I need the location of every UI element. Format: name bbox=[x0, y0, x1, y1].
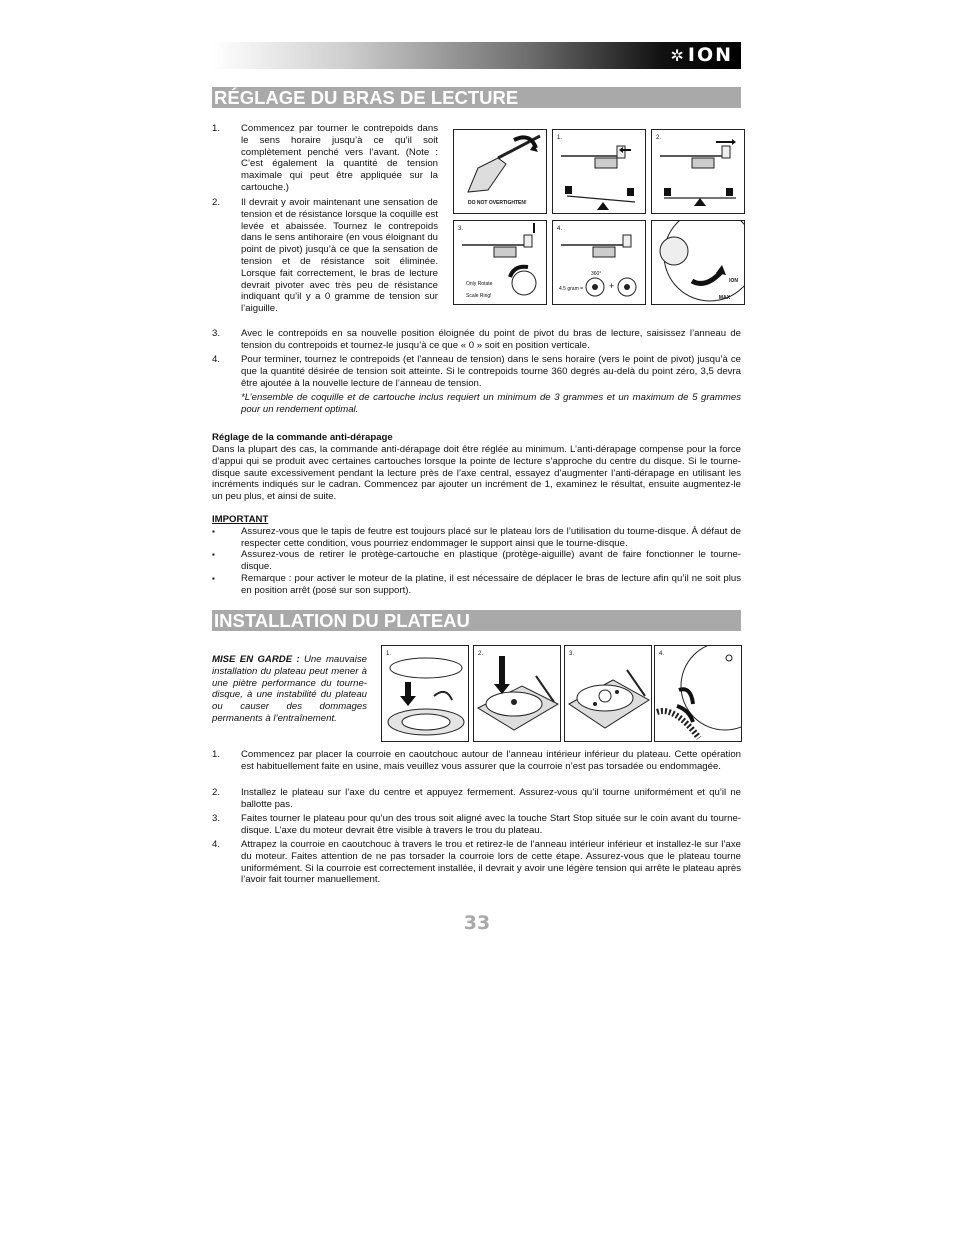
figure-label: 3. bbox=[569, 651, 575, 657]
figure-step-2 bbox=[651, 129, 745, 214]
balance-diagram-icon bbox=[553, 130, 645, 213]
figure-label: 2. bbox=[656, 135, 662, 141]
ion-logo-text: ION bbox=[687, 44, 733, 66]
section-title-platter: INSTALLATION DU PLATEAU bbox=[212, 610, 741, 631]
motor-belt-icon bbox=[655, 646, 741, 741]
section-title-tonearm: RÉGLAGE DU BRAS DE LECTURE bbox=[212, 87, 741, 108]
bullet-icon: ▪ bbox=[212, 550, 215, 559]
item-number: 1. bbox=[212, 749, 221, 760]
important-heading: IMPORTANT bbox=[212, 514, 269, 525]
list-item-text: Avec le contrepoids en sa nouvelle position éloignée du point de pivot du bras de lecture, saisissez l’anneau de tension du contrepoids et tournez-le jusqu’à ce que « 0 » soit en position verticale. bbox=[241, 328, 741, 351]
turntable-holes-icon bbox=[565, 646, 651, 741]
figure-label: 4. bbox=[557, 226, 563, 232]
bullet-text: Remarque : pour activer le moteur de la platine, il est nécessaire de déplacer le bras de lecture afin qu’il ne soit plus en position arrêt (posé sur son support). bbox=[241, 573, 741, 596]
bullet-text: Assurez-vous que le tapis de feutre est toujours placé sur le plateau lors de l’utilisation du tourne-disque. À défaut de respecter cette condition, vous pourriez endommager le support ainsi que le tourne-disque. bbox=[241, 526, 741, 549]
item-number: 2. bbox=[212, 197, 221, 208]
balance-diagram-icon bbox=[652, 130, 744, 213]
figure-step-1 bbox=[552, 129, 646, 214]
header-bar bbox=[212, 42, 741, 69]
list-item-text: Il devrait y avoir maintenant une sensation de tension et de résistance lorsque la coquille est levée et abaissée. Tournez le contrepoids dans le sens antihoraire (en vous éloignant du point de pivot) jusqu’à ce que la sensation de tension et de résistance soit éliminée. Lorsque fait correctement, le bras de lecture devrait pivoter avec très peu de résistance indiquant qu’il y a 0 gramme de tension sur l’aiguille. bbox=[241, 197, 438, 315]
turntable-platter-icon bbox=[474, 646, 560, 741]
page-number: 33 bbox=[463, 912, 491, 934]
ion-logo bbox=[670, 45, 733, 66]
item-number: 1. bbox=[212, 123, 221, 134]
figure-label: 2. bbox=[478, 651, 484, 657]
figure-step-4 bbox=[552, 220, 646, 305]
bullet-text: Assurez-vous de retirer le protège-cartouche en plastique (protège-aiguille) avant de faire fonctionner le tourne-disque. bbox=[241, 549, 741, 572]
plus-caption: + bbox=[609, 281, 615, 291]
max-caption: MAX bbox=[718, 295, 730, 301]
figure-label: 4. bbox=[659, 651, 665, 657]
item-number: 3. bbox=[212, 328, 221, 339]
list-item-text: Attrapez la courroie en caoutchouc à travers le trou et retirez-le de l’anneau intérieur inférieur et installez-le sur l’axe du moteur. Faites attention de ne pas torsader la courroie lors de cette étape. Assurez-vous que le plateau tourne uniformément. Si la courroie est correctement installée, il devrait y avoir une légère tension qui arrête le plateau après l’avoir fait tourner manuellement. bbox=[241, 839, 741, 886]
bullet-icon: ▪ bbox=[212, 527, 215, 536]
item-number: 2. bbox=[212, 787, 221, 798]
figure-platter-step-3 bbox=[564, 645, 652, 742]
dial-illustration-icon bbox=[652, 221, 744, 304]
platter-belt-icon bbox=[382, 646, 468, 741]
figure-counterweight-rotate bbox=[453, 129, 547, 214]
figure-label: 1. bbox=[386, 651, 392, 657]
antiskate-heading: Réglage de la commande anti-dérapage bbox=[212, 432, 393, 443]
figure-label: 3. bbox=[458, 226, 464, 232]
antiskate-text: Dans la plupart des cas, la commande anti-dérapage doit être réglée au minimum. L’anti-dérapage compense pour la force d’appui qui se produit avec certaines cartouches lorsque la pointe de lecture s’approche du centre du disque. Si le tourne-disque saute excessivement pendant la lecture près de l’axe central, essayez d’augmenter l’anti-dérapage en utilisant les incréments indiqués sur le cadran. Commencez par ajouter un incrément de 1, examinez le résultat, ensuite augmentez-le un peu plus, et ainsi de suite. bbox=[212, 444, 741, 503]
bullet-icon: ▪ bbox=[212, 574, 215, 583]
warning-label: MISE EN GARDE : bbox=[212, 654, 300, 665]
item-number: 4. bbox=[212, 354, 221, 365]
list-item-text: Pour terminer, tournez le contrepoids (et l’anneau de tension) dans le sens horaire (vers le point de pivot) jusqu’à ce que la quantité désirée de tension soit atteinte. Si le contrepoids tourne 360 degrés au-delà du point zéro, 3,5 devra être ajoutée à la nouvelle lecture de l’anneau de tension. bbox=[241, 354, 741, 389]
figure-platter-step-4 bbox=[654, 645, 742, 742]
item-number: 4. bbox=[212, 839, 221, 850]
deg-caption: 360° bbox=[591, 271, 602, 277]
item-number: 3. bbox=[212, 813, 221, 824]
ion-caption: ION bbox=[729, 278, 738, 284]
figure-platter-step-1 bbox=[381, 645, 469, 742]
list-item-text: Installez le plateau sur l’axe du centre et appuyez fermement. Assurez-vous qu’il tourne uniformément et qu’il ne ballotte pas. bbox=[241, 787, 741, 810]
platter-warning bbox=[212, 654, 367, 725]
list-item-text: Commencez par tourner le contrepoids dans le sens horaire jusqu’à ce qu’il soit complètement penché vers l’avant. (Note : C’est également la quantité de tension maximale qui peut être appliquée sur la cartouche.) bbox=[241, 123, 438, 193]
figure-step-3 bbox=[453, 220, 547, 305]
ion-star-icon: ✲ bbox=[670, 46, 686, 65]
list-item-text: Faites tourner le plateau pour qu’un des trous soit aligné avec la touche Start Stop située sur le coin avant du tourne-disque. L’axe du moteur devrait être visible à travers le trou du plateau. bbox=[241, 813, 741, 836]
gram-caption: 4.5 gram = bbox=[559, 286, 584, 292]
warning-text: Une mauvaise installation du plateau peut mener à une piètre performance du tourne-disque, à une instabilité du plateau ou causer des dommages permanents à l’entraînement. bbox=[212, 654, 367, 724]
warning-caption: DO NOT OVERTIGHTEN! bbox=[468, 200, 527, 207]
figure-label: 1. bbox=[557, 135, 563, 141]
list-item-text: Commencez par placer la courroie en caoutchouc autour de l’anneau intérieur inférieur du plateau. Cette opération est habituellement faite en usine, mais veuillez vous assurer que la courroie n’est pas torsadée ou endommagée. bbox=[241, 749, 741, 772]
figure-platter-step-2 bbox=[473, 645, 561, 742]
rotate-caption: Only Rotate Scale Ring! bbox=[466, 281, 493, 299]
gram-note: *L’ensemble de coquille et de cartouche inclus requiert un minimum de 3 grammes et un maximum de 5 grammes pour un rendement optimal. bbox=[241, 392, 741, 415]
figure-antiskate-dial bbox=[651, 220, 745, 305]
